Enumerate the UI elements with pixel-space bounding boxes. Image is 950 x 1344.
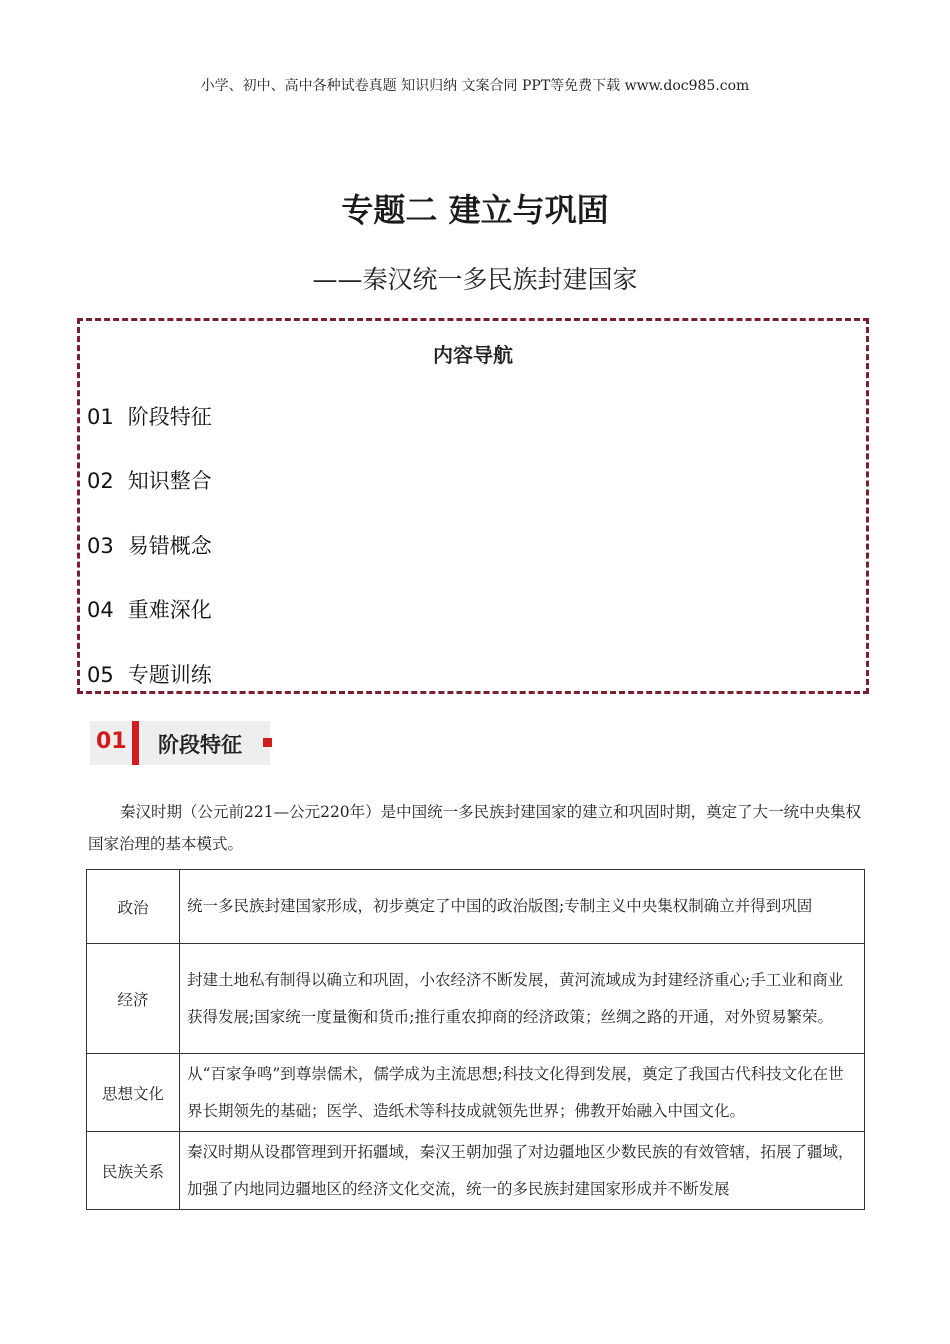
category-cell: 民族关系	[87, 1132, 180, 1210]
table-row	[87, 1054, 865, 1132]
nav-item-01[interactable]	[87, 401, 212, 431]
section-number: 01	[96, 729, 127, 754]
nav-item-label: 知识整合	[127, 469, 212, 493]
content-cell: 秦汉时期从设郡管理到开拓疆域，秦汉王朝加强了对边疆地区少数民族的有效管辖，拓展了疆域，加强了内地同边疆地区的经济文化交流，统一的多民族封建国家形成并不断发展	[180, 1132, 865, 1210]
content-cell: 从“百家争鸣”到尊崇儒术，儒学成为主流思想;科技文化得到发展，奠定了我国古代科技文化在世界长期领先的基础；医学、造纸术等科技成就领先世界；佛教开始融入中国文化。	[180, 1054, 865, 1132]
table-row	[87, 944, 865, 1054]
square-bullet-icon	[263, 738, 272, 747]
nav-item-05[interactable]	[87, 659, 212, 689]
nav-item-03[interactable]	[87, 530, 212, 560]
intro-paragraph: 秦汉时期（公元前221—公元220年）是中国统一多民族封建国家的建立和巩固时期，奠定了大一统中央集权国家治理的基本模式。	[88, 803, 862, 853]
nav-item-02[interactable]	[87, 465, 212, 495]
page-header: 小学、初中、高中各种试卷真题 知识归纳 文案合同 PPT等免费下载 www.doc985.com	[200, 78, 750, 94]
nav-item-number: 03	[87, 534, 114, 558]
page-subtitle: ——秦汉统一多民族封建国家	[312, 265, 638, 294]
nav-item-label: 专题训练	[127, 663, 212, 687]
category-cell: 经济	[87, 944, 180, 1054]
section-title: 阶段特征	[158, 733, 242, 757]
nav-item-label: 阶段特征	[127, 405, 212, 429]
nav-item-04[interactable]	[87, 594, 212, 624]
category-cell: 政治	[87, 870, 180, 944]
table-row	[87, 870, 865, 944]
nav-item-label: 重难深化	[127, 598, 212, 622]
nav-item-number: 01	[87, 405, 114, 429]
nav-item-label: 易错概念	[127, 534, 212, 558]
section-heading	[90, 721, 270, 765]
content-cell: 封建土地私有制得以确立和巩固，小农经济不断发展，黄河流域成为封建经济重心;手工业和商业获得发展;国家统一度量衡和货币;推行重农抑商的经济政策；丝绸之路的开通，对外贸易繁荣。	[180, 944, 865, 1054]
table-row	[87, 1132, 865, 1210]
category-cell: 思想文化	[87, 1054, 180, 1132]
nav-item-number: 04	[87, 598, 114, 622]
nav-item-number: 05	[87, 663, 114, 687]
nav-title: 内容导航	[433, 343, 513, 367]
page-title: 专题二 建立与巩固	[341, 191, 609, 229]
content-cell: 统一多民族封建国家形成，初步奠定了中国的政治版图;专制主义中央集权制确立并得到巩固	[180, 870, 865, 944]
content-navigation-box	[77, 318, 869, 694]
period-characteristics-table	[86, 869, 865, 1210]
section-divider-bar	[132, 721, 139, 765]
nav-item-number: 02	[87, 469, 114, 493]
